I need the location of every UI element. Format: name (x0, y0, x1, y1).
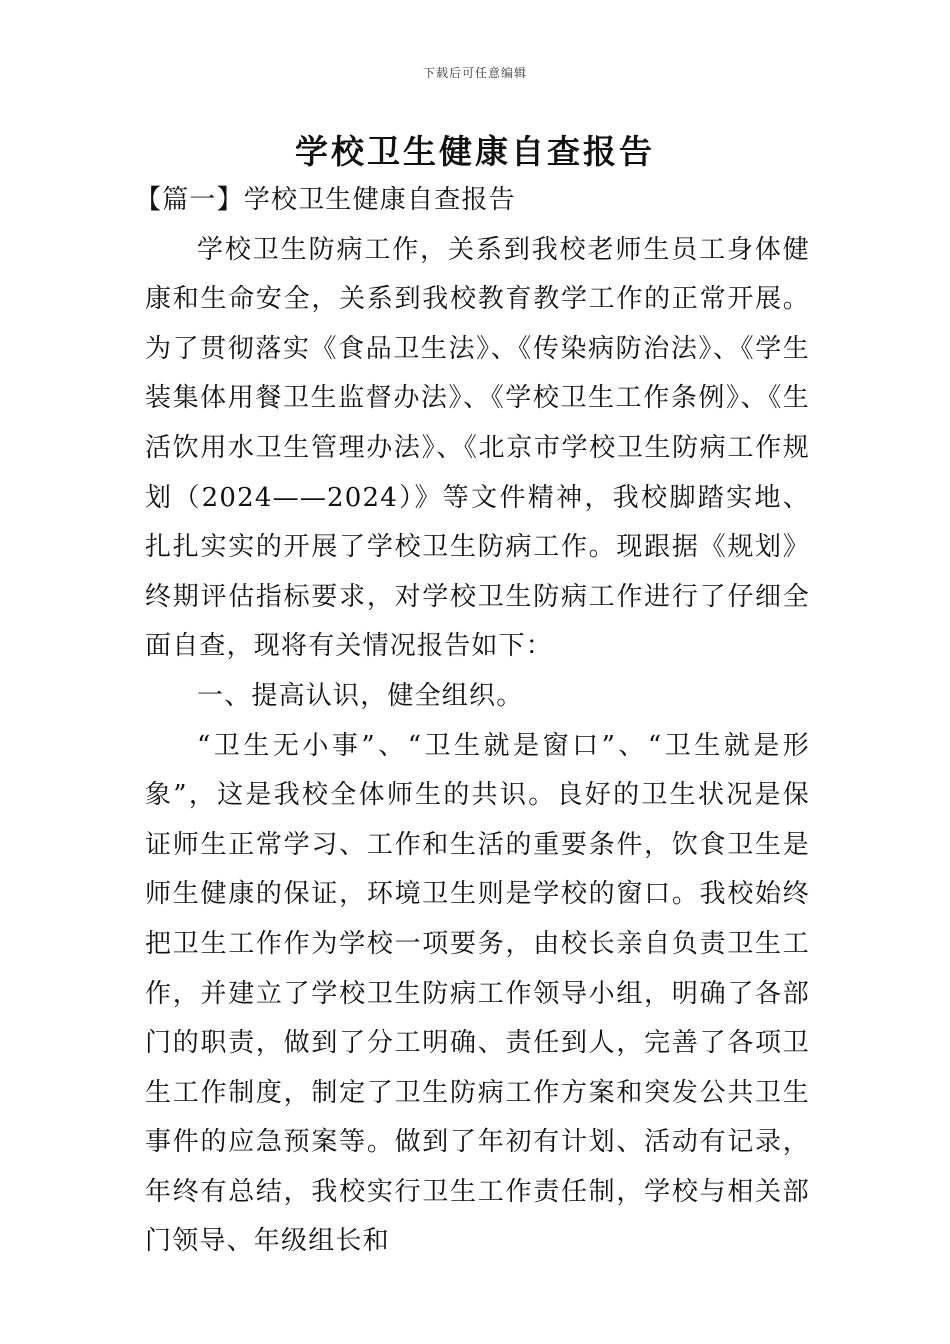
paragraph-intro: 学校卫生防病工作，关系到我校老师生员工身体健康和生命安全，关系到我校教育教学工作的正常开展。为了贯彻落实《食品卫生法》、《传染病防治法》、《学生装集体用餐卫生监督办法》、《学校卫生工作条例》、《生活饮用水卫生管理办法》、《北京市学校卫生防病工作规划（2024——2024）》等文件精神，我校脚踏实地、扎扎实实的开展了学校卫生防病工作。现跟据《规划》终期评估指标要求，对学校卫生防病工作进行了仔细全面自查，现将有关情况报告如下： (145, 234, 810, 662)
header-note: 下载后可任意编辑 (422, 66, 527, 80)
paragraph-heading-one: 一、提高认识，健全组织。 (197, 680, 524, 711)
paragraph-awareness: “卫生无小事”、“卫生就是窗口”、“卫生就是形象”，这是我校全体师生的共识。良好的卫生状况是保证师生正常学习、工作和生活的重要条件，饮食卫生是师生健康的保证，环境卫生则是学校的窗口。我校始终把卫生工作作为学校一项要务，由校长亲自负责卫生工作，并建立了学校卫生防病工作领导小组，明确了各部门的职责，做到了分工明确、责任到人，完善了各项卫生工作制度，制定了卫生防病工作方案和突发公共卫生事件的应急预案等。做到了年初有计划、活动有记录，年终有总结，我校实行卫生工作责任制，学校与相关部门领导、年级组长和 (145, 730, 810, 1257)
document-body (135, 176, 810, 1267)
section-heading: 【篇一】学校卫生健康自查报告 (135, 185, 516, 215)
document-title: 学校卫生健康自查报告 (295, 132, 655, 171)
